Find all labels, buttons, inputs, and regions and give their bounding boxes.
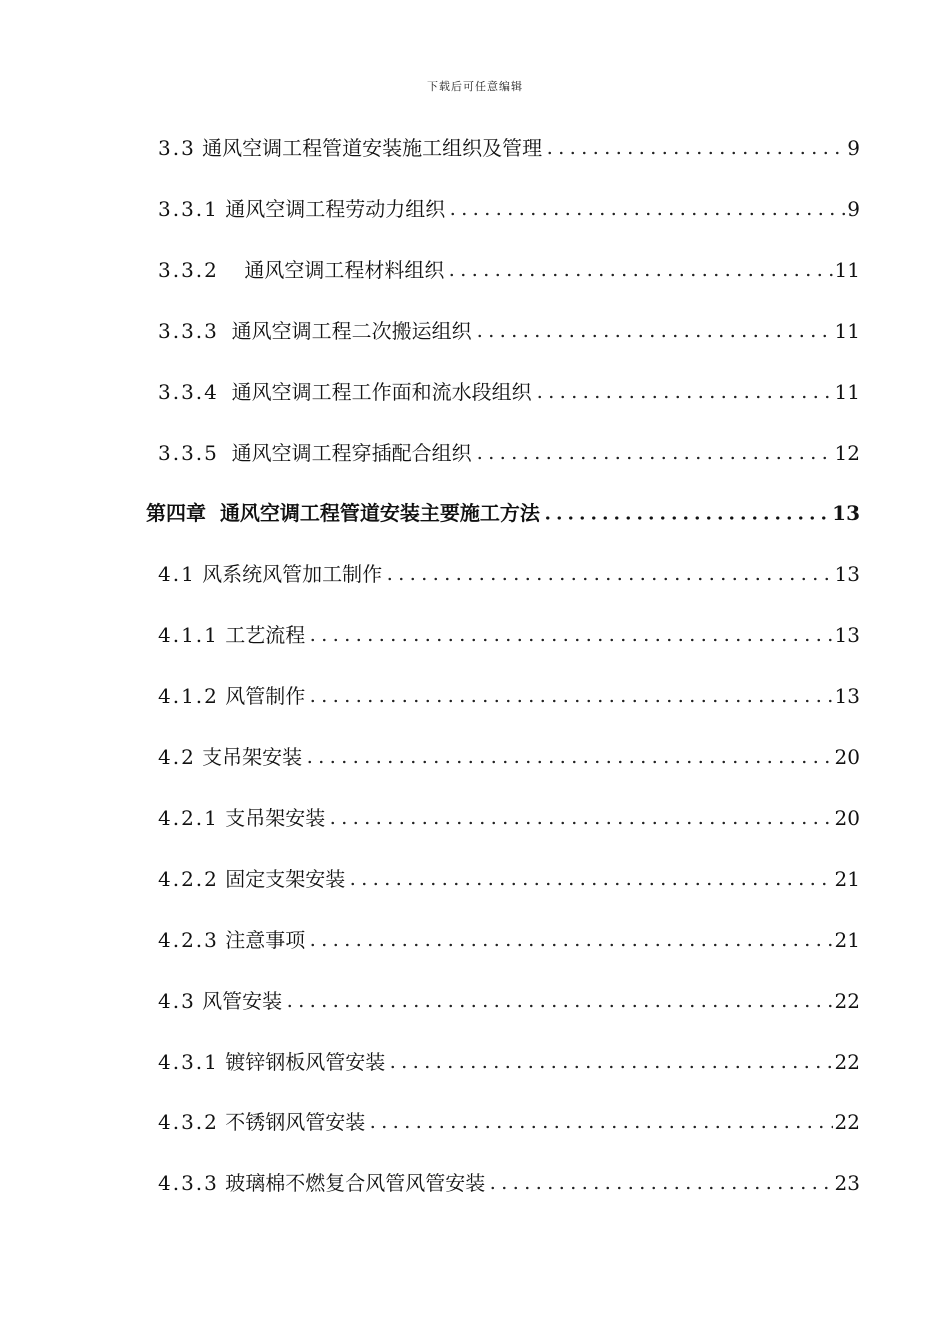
toc-dot-leader	[474, 456, 833, 460]
toc-entry-number: 4.2.2	[158, 866, 219, 891]
toc-entry-page-number: 20	[834, 805, 860, 830]
toc-entry-title: 不锈钢风管安装	[225, 1110, 366, 1135]
toc-entry-label	[158, 1050, 385, 1074]
toc-entry-gap	[206, 501, 220, 525]
toc-entry-label	[158, 1110, 365, 1134]
toc-entry-label	[158, 867, 345, 891]
toc-dot-leader	[384, 577, 832, 581]
toc-entry[interactable]	[158, 120, 860, 160]
toc-entry-number: 4.1	[158, 562, 196, 587]
toc-entry[interactable]	[158, 790, 860, 830]
toc-entry-title: 通风空调工程管道安装施工组织及管理	[202, 136, 543, 160]
toc-dot-leader	[367, 1125, 832, 1129]
toc-entry[interactable]	[158, 851, 860, 891]
toc-entry[interactable]	[158, 181, 860, 221]
toc-entry-page-number: 23	[834, 1171, 860, 1196]
toc-entry-number: 第四章	[146, 501, 206, 526]
toc-entry-page-number: 22	[834, 1110, 860, 1135]
toc-dot-leader	[534, 395, 833, 399]
toc-entry-gap	[219, 441, 232, 465]
toc-dot-leader	[474, 334, 833, 338]
toc-entry[interactable]	[158, 729, 860, 769]
toc-entry[interactable]	[158, 1034, 860, 1074]
toc-entry-label	[158, 562, 382, 586]
toc-dot-leader	[542, 516, 830, 520]
toc-entry-gap	[219, 319, 232, 343]
page-header-note: 下载后可任意编辑	[427, 80, 523, 93]
toc-entry-number: 3.3.3	[158, 318, 219, 343]
toc-dot-leader	[284, 1004, 832, 1008]
toc-entry-label	[158, 441, 472, 465]
toc-entry-title: 通风空调工程二次搬运组织	[231, 318, 472, 343]
toc-dot-leader	[307, 638, 832, 642]
toc-entry-number: 4.1.1	[158, 623, 219, 648]
toc-entry-label	[158, 319, 472, 343]
toc-entry-title: 工艺流程	[225, 623, 306, 648]
toc-entry[interactable]	[158, 1094, 860, 1134]
toc-entry-number: 3.3.5	[158, 440, 219, 465]
toc-entry-page-number: 9	[847, 196, 860, 221]
toc-dot-leader	[307, 699, 832, 703]
toc-entry-title: 通风空调工程管道安装主要施工方法	[219, 501, 540, 526]
toc-entry-number: 4.3	[158, 988, 196, 1013]
toc-entry-title: 风管安装	[202, 988, 283, 1013]
toc-entry-page-number: 22	[834, 988, 860, 1013]
toc-dot-leader	[544, 151, 845, 155]
toc-dot-leader	[447, 212, 845, 216]
toc-dot-leader	[327, 821, 832, 825]
toc-entry-page-number: 20	[834, 745, 860, 769]
toc-entry-title: 支吊架安装	[225, 805, 326, 830]
toc-entry-title: 玻璃棉不燃复合风管风管安装	[225, 1171, 486, 1196]
toc-entry-page-number: 12	[834, 440, 860, 465]
toc-entry-page-number: 13	[834, 684, 860, 709]
toc-entry[interactable]	[158, 668, 860, 708]
toc-entry-title: 固定支架安装	[225, 866, 346, 891]
toc-entry-number: 4.1.2	[158, 684, 219, 709]
toc-dot-leader	[387, 1065, 832, 1069]
toc-entry-page-number: 11	[834, 379, 860, 404]
toc-entry-number: 4.3.1	[158, 1049, 219, 1074]
toc-chapter-entry[interactable]	[146, 485, 860, 525]
toc-entry[interactable]	[158, 973, 860, 1013]
toc-dot-leader	[446, 273, 832, 277]
toc-entry-label	[146, 501, 540, 525]
toc-entry-number: 4.3.3	[158, 1171, 219, 1196]
toc-dot-leader	[487, 1186, 832, 1190]
toc-entry[interactable]	[158, 242, 860, 282]
toc-entry-page-number: 13	[832, 501, 860, 526]
toc-entry-number: 3.3.4	[158, 379, 219, 404]
toc-entry-label	[158, 380, 532, 404]
toc-entry-page-number: 21	[834, 927, 860, 952]
toc-dot-leader	[307, 943, 832, 947]
toc-entry[interactable]	[158, 364, 860, 404]
toc-entry-page-number: 9	[847, 136, 860, 160]
toc-entry-number: 4.2.3	[158, 927, 219, 952]
toc-entry-page-number: 22	[834, 1049, 860, 1074]
toc-entry-title: 通风空调工程穿插配合组织	[231, 440, 472, 465]
toc-entry-number: 3.3.2	[158, 257, 219, 282]
toc-entry-label	[158, 806, 325, 830]
toc-entry-label	[158, 136, 542, 160]
toc-entry-label	[158, 989, 282, 1013]
toc-entry-label	[158, 684, 305, 708]
toc-entry[interactable]	[158, 303, 860, 343]
toc-entry-number: 4.2	[158, 745, 196, 769]
toc-entry-gap	[219, 258, 244, 282]
toc-entry-label	[158, 197, 445, 221]
toc-entry-label	[158, 258, 444, 282]
toc-entry-page-number: 11	[834, 257, 860, 282]
toc-entry-title: 通风空调工程劳动力组织	[225, 196, 446, 221]
toc-entry[interactable]	[158, 607, 860, 647]
toc-entry[interactable]	[158, 425, 860, 465]
toc-entry-label	[158, 623, 305, 647]
toc-entry-title: 支吊架安装	[202, 745, 303, 769]
toc-entry-page-number: 21	[834, 866, 860, 891]
toc-entry-label	[158, 745, 302, 769]
toc-entry-number: 3.3.1	[158, 196, 219, 221]
toc-entry-label	[158, 928, 305, 952]
toc-entry[interactable]	[158, 912, 860, 952]
toc-entry-title: 镀锌钢板风管安装	[225, 1049, 386, 1074]
toc-dot-leader	[347, 882, 832, 886]
toc-entry-gap	[219, 380, 232, 404]
toc-entry-page-number: 13	[834, 562, 860, 587]
toc-entry-title: 风管制作	[225, 684, 306, 709]
toc-entry-title: 通风空调工程材料组织	[244, 257, 445, 282]
toc-entry-label	[158, 1171, 485, 1195]
toc-entry-number: 3.3	[158, 136, 196, 160]
toc-entry[interactable]	[158, 546, 860, 586]
toc-entry-number: 4.3.2	[158, 1110, 219, 1135]
toc-entry-page-number: 11	[834, 318, 860, 343]
toc-dot-leader	[304, 760, 832, 764]
toc-entry-title: 通风空调工程工作面和流水段组织	[231, 379, 532, 404]
toc-entry-title: 风系统风管加工制作	[202, 562, 383, 587]
toc-entry-number: 4.2.1	[158, 805, 219, 830]
toc-entry-title: 注意事项	[225, 927, 306, 952]
toc-entry-page-number: 13	[834, 623, 860, 648]
toc-entry[interactable]	[158, 1155, 860, 1195]
